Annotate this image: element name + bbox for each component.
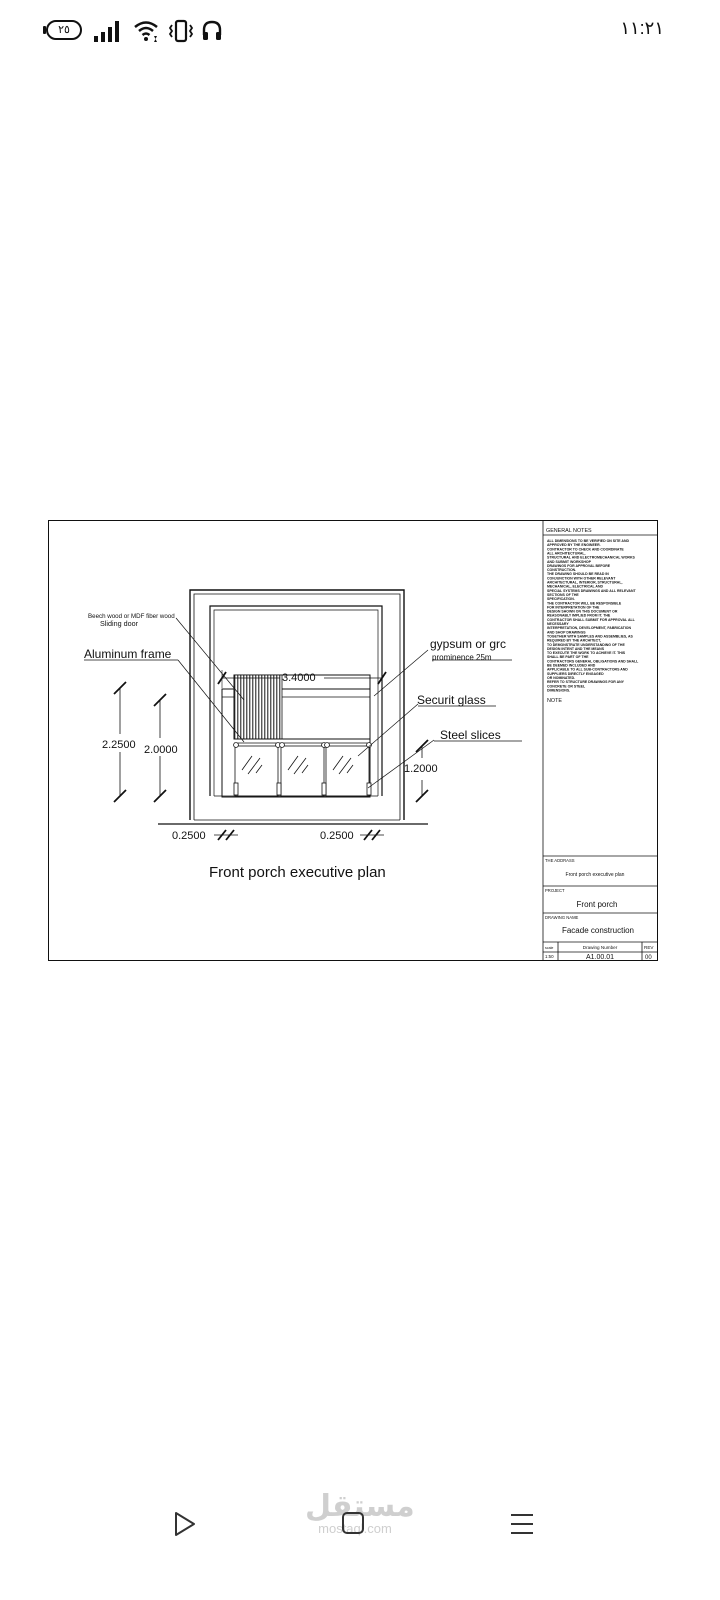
scale-value: 1:50 bbox=[545, 954, 554, 959]
general-notes-line: REASONABLY IMPLIED FROM IT. THE bbox=[547, 613, 611, 618]
general-notes-line: INTERPRETATION, DEVELOPMENT, FABRICATION bbox=[547, 626, 632, 631]
general-notes-line: BE DEEMED INCLUDED AND bbox=[547, 663, 596, 668]
address-heading: THE ADDRASS bbox=[545, 858, 575, 863]
general-notes-line: REQUIRED BY THE ARCHITECT, bbox=[547, 638, 601, 643]
general-notes-line: SECTIONS OF THE bbox=[547, 592, 579, 597]
headphones-icon bbox=[200, 18, 224, 44]
back-button[interactable] bbox=[172, 1510, 198, 1538]
general-notes-line: ALL DIMENSIONS TO BE VERIFIED ON SITE AND bbox=[547, 539, 629, 543]
vibrate-icon bbox=[168, 18, 194, 44]
general-notes-line: CONTRACTOR TO CHECK AND COORDINATE bbox=[547, 547, 624, 552]
label-prominence: prominence 25m bbox=[432, 653, 492, 662]
general-notes-line: SPECIAL SYSTEMS DRAWINGS AND ALL RELEVANT bbox=[547, 588, 636, 593]
note-label: NOTE bbox=[547, 698, 562, 704]
general-notes-line: AND SHOP DRAWINGS bbox=[547, 630, 586, 635]
label-aluminum-frame: Aluminum frame bbox=[84, 647, 172, 661]
home-button[interactable] bbox=[340, 1510, 366, 1538]
drawing-sheet bbox=[48, 520, 658, 961]
general-notes-line: APPLICABLE TO ALL SUB-CONTRACTORS AND bbox=[547, 667, 628, 672]
general-notes-line: SHALL BE PART OF THE bbox=[547, 655, 589, 660]
general-notes-line: STRUCTURAL AND ELECTROMECHANICAL WORKS bbox=[547, 555, 635, 560]
general-notes-line: CONTRACTOR SHALL SUBMIT FOR APPROVAL ALL bbox=[547, 617, 635, 622]
general-notes-line: DRAWINGS FOR APPROVAL BEFORE bbox=[547, 563, 611, 568]
label-gypsum: gypsum or grc bbox=[430, 637, 507, 651]
dim-height-inner: 2.0000 bbox=[144, 744, 178, 756]
label-steel-slices: Steel slices bbox=[440, 728, 501, 742]
general-notes-line: DIMENSIONS. bbox=[547, 688, 571, 693]
general-notes-line: SUPPLIERS DIRECTLY ENGAGED bbox=[547, 671, 604, 676]
rev-heading: REV bbox=[644, 945, 654, 950]
scale-heading: scale bbox=[545, 946, 554, 950]
general-notes-line: TOGETHER WITH SAMPLES AND ASSEMBLIES, AS bbox=[547, 634, 633, 639]
general-notes-line: THE DRAWING SHOULD BE READ IN bbox=[547, 572, 609, 577]
general-notes-line: DESIGN INTENT AND THE MEANS bbox=[547, 646, 605, 651]
label-securit-glass: Securit glass bbox=[417, 693, 486, 707]
dim-height-outer: 2.2500 bbox=[102, 739, 136, 751]
general-notes-line: NECESSARY bbox=[547, 622, 569, 626]
drawing-number-heading: Drawing Number bbox=[582, 945, 618, 950]
general-notes-line: OR NOMINATED. bbox=[547, 675, 576, 680]
project-heading: PROJECT bbox=[545, 888, 565, 893]
battery-icon bbox=[46, 20, 82, 40]
clock: ١١:٢١ bbox=[620, 18, 664, 38]
dim-side-left: 0.2500 bbox=[172, 830, 206, 842]
recents-button[interactable] bbox=[508, 1510, 536, 1538]
status-bar bbox=[0, 0, 720, 64]
general-notes-heading: GENERAL NOTES bbox=[546, 528, 592, 534]
drawing-name-value: Facade construction bbox=[561, 926, 635, 935]
drawing-name-heading: DRAWING NAME bbox=[545, 915, 579, 920]
rev-value: 00 bbox=[645, 955, 652, 961]
label-sliding-door: Sliding door bbox=[100, 619, 138, 628]
general-notes-line: SPECIFICATION. bbox=[547, 597, 575, 602]
general-notes-line: AND SUBMIT WORKSHOP bbox=[547, 559, 591, 564]
dim-height-glass: 1.2000 bbox=[404, 763, 438, 775]
general-notes-line: TO DEMONSTRATE UNDERSTANDING OF THE bbox=[547, 642, 625, 647]
general-notes-line: CONJUNCTION WITH OTHER RELEVANT bbox=[547, 576, 616, 581]
plan-title: Front porch executive plan bbox=[209, 864, 386, 881]
general-notes-line: THE CONTRACTOR WILL BE RESPONSIBLE bbox=[547, 601, 622, 606]
dim-width: 3.4000 bbox=[282, 672, 316, 684]
label-beech-wood: Beech wood or MDF fiber wood bbox=[88, 613, 175, 620]
navigation-bar bbox=[0, 1480, 720, 1570]
battery-level: ٢٥ bbox=[58, 24, 70, 36]
signal-icon bbox=[92, 18, 122, 44]
general-notes-line: CONTRACTORS GENERAL OBLIGATIONS AND SHALL bbox=[547, 659, 639, 664]
watermark-english: mostaql.com bbox=[318, 1521, 392, 1536]
general-notes-line: REFER TO STRUCTURE DRAWINGS FOR ANY bbox=[547, 680, 625, 685]
general-notes-line: TO EXECUTE THE WORK TO ACHIEVE IT. THIS bbox=[547, 651, 626, 656]
general-notes-line: CONSTRUCTION. bbox=[547, 568, 577, 573]
drawing-number-value: A1.00.01 bbox=[585, 954, 615, 961]
general-notes-line: DESIGN SHOWN ON THIS DOCUMENT OR bbox=[547, 609, 618, 614]
general-notes-line: MECHANICAL, ELECTRICAL AND bbox=[547, 584, 603, 589]
watermark-arabic: مستقل bbox=[305, 1489, 415, 1524]
general-notes-line: FOR INTERPRETATION OF THE bbox=[547, 605, 600, 610]
address-value: Front porch executive plan bbox=[565, 872, 625, 878]
general-notes-line: APPROVED BY THE ENGINEER. bbox=[547, 543, 601, 548]
dim-side-right: 0.2500 bbox=[320, 830, 354, 842]
wifi-icon bbox=[132, 18, 162, 44]
project-value: Front porch bbox=[576, 900, 618, 909]
general-notes-line: ARCHITECTURAL, INTERIOR, STRUCTURAL, bbox=[547, 580, 623, 585]
general-notes-line: ALL ARCHITECTURAL, bbox=[547, 551, 586, 556]
general-notes-line: CONCRETE OR STEEL bbox=[547, 684, 586, 689]
